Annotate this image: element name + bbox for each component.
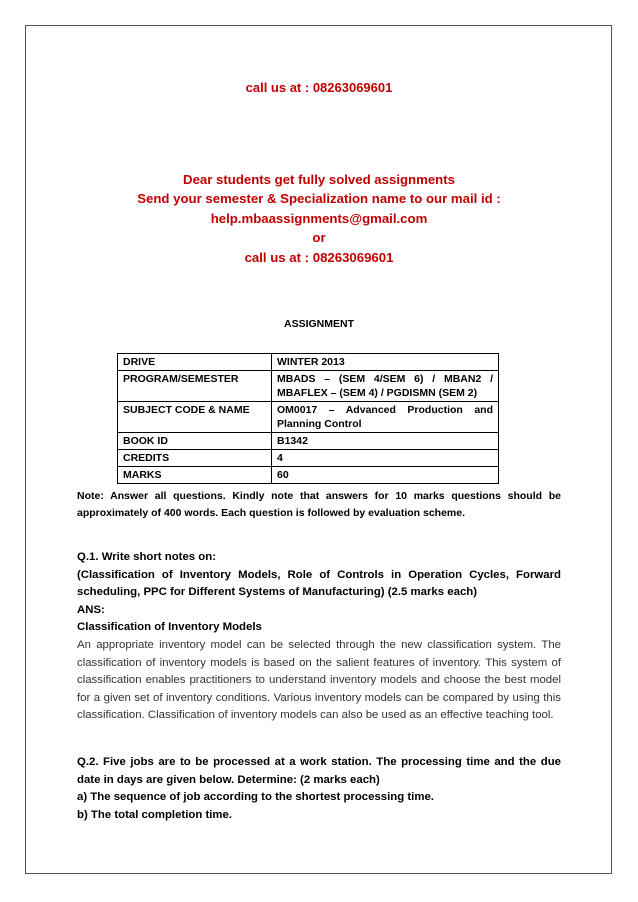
answer-subheading: Classification of Inventory Models: [77, 621, 262, 634]
row-value: 60: [272, 467, 499, 484]
promo-email[interactable]: help.mbaassignments@gmail.com: [210, 210, 428, 226]
table-row: [118, 450, 499, 467]
promo-line-2: Send your semester & Specialization name to our mail id :: [137, 191, 501, 207]
promo-block: [0, 170, 638, 267]
row-label: PROGRAM/SEMESTER: [118, 371, 272, 402]
table-row: [118, 433, 499, 450]
table-row: [118, 354, 499, 371]
header-call-line: call us at : 08263069601: [245, 80, 393, 95]
promo-line-1: Dear students get fully solved assignments: [183, 172, 455, 187]
row-label: CREDITS: [118, 450, 272, 467]
question-2-title: Q.2. Five jobs are to be processed at a work station. The processing time and the due date in days are given below. Determine: (2 marks each): [77, 756, 561, 786]
question-2-part-b: b) The total completion time.: [77, 808, 233, 821]
promo-or: or: [312, 230, 326, 246]
row-value: 4: [272, 450, 499, 467]
answer-label: ANS:: [77, 603, 105, 616]
table-row: [118, 371, 499, 402]
row-value: B1342: [272, 433, 499, 450]
table-row: [118, 402, 499, 433]
question-2: [77, 754, 561, 824]
assignment-info-table: [117, 353, 499, 484]
row-label: MARKS: [118, 467, 272, 484]
row-value: WINTER 2013: [272, 354, 499, 371]
assignment-title: ASSIGNMENT: [283, 318, 354, 330]
row-label: DRIVE: [118, 354, 272, 371]
instructions-note: Note: Answer all questions. Kindly note that answers for 10 marks questions should be approximately of 400 words. Each question is followed by evaluation scheme.: [77, 490, 561, 519]
question-1-title: Q.1. Write short notes on:: [77, 551, 217, 563]
row-value: OM0017 – Advanced Production and Planning Control: [272, 402, 499, 433]
question-1-topics: (Classification of Inventory Models, Role of Controls in Operation Cycles, Forward scheduling, PPC for Different Systems of Manufacturing) (2.5 marks each): [77, 568, 561, 599]
question-2-part-a: a) The sequence of job according to the shortest processing time.: [77, 791, 434, 804]
row-label: SUBJECT CODE & NAME: [118, 402, 272, 433]
table-row: [118, 467, 499, 484]
row-label: BOOK ID: [118, 433, 272, 450]
row-value: MBADS – (SEM 4/SEM 6) / MBAN2 / MBAFLEX – (SEM 4) / PGDISMN (SEM 2): [272, 371, 499, 402]
answer-paragraph: An appropriate inventory model can be selected through the new classification system. The classification of inventory models is based on the salient features of inventory. This system of classification enables practitioners to understand inventory models and choose the best model for a given set of inventory conditions. Various inventory models can be compared by using this classification. Classification of inventory models can also be used as an effective teaching tool.: [77, 638, 561, 722]
question-1: [77, 549, 561, 725]
promo-call-line: call us at : 08263069601: [244, 249, 394, 265]
